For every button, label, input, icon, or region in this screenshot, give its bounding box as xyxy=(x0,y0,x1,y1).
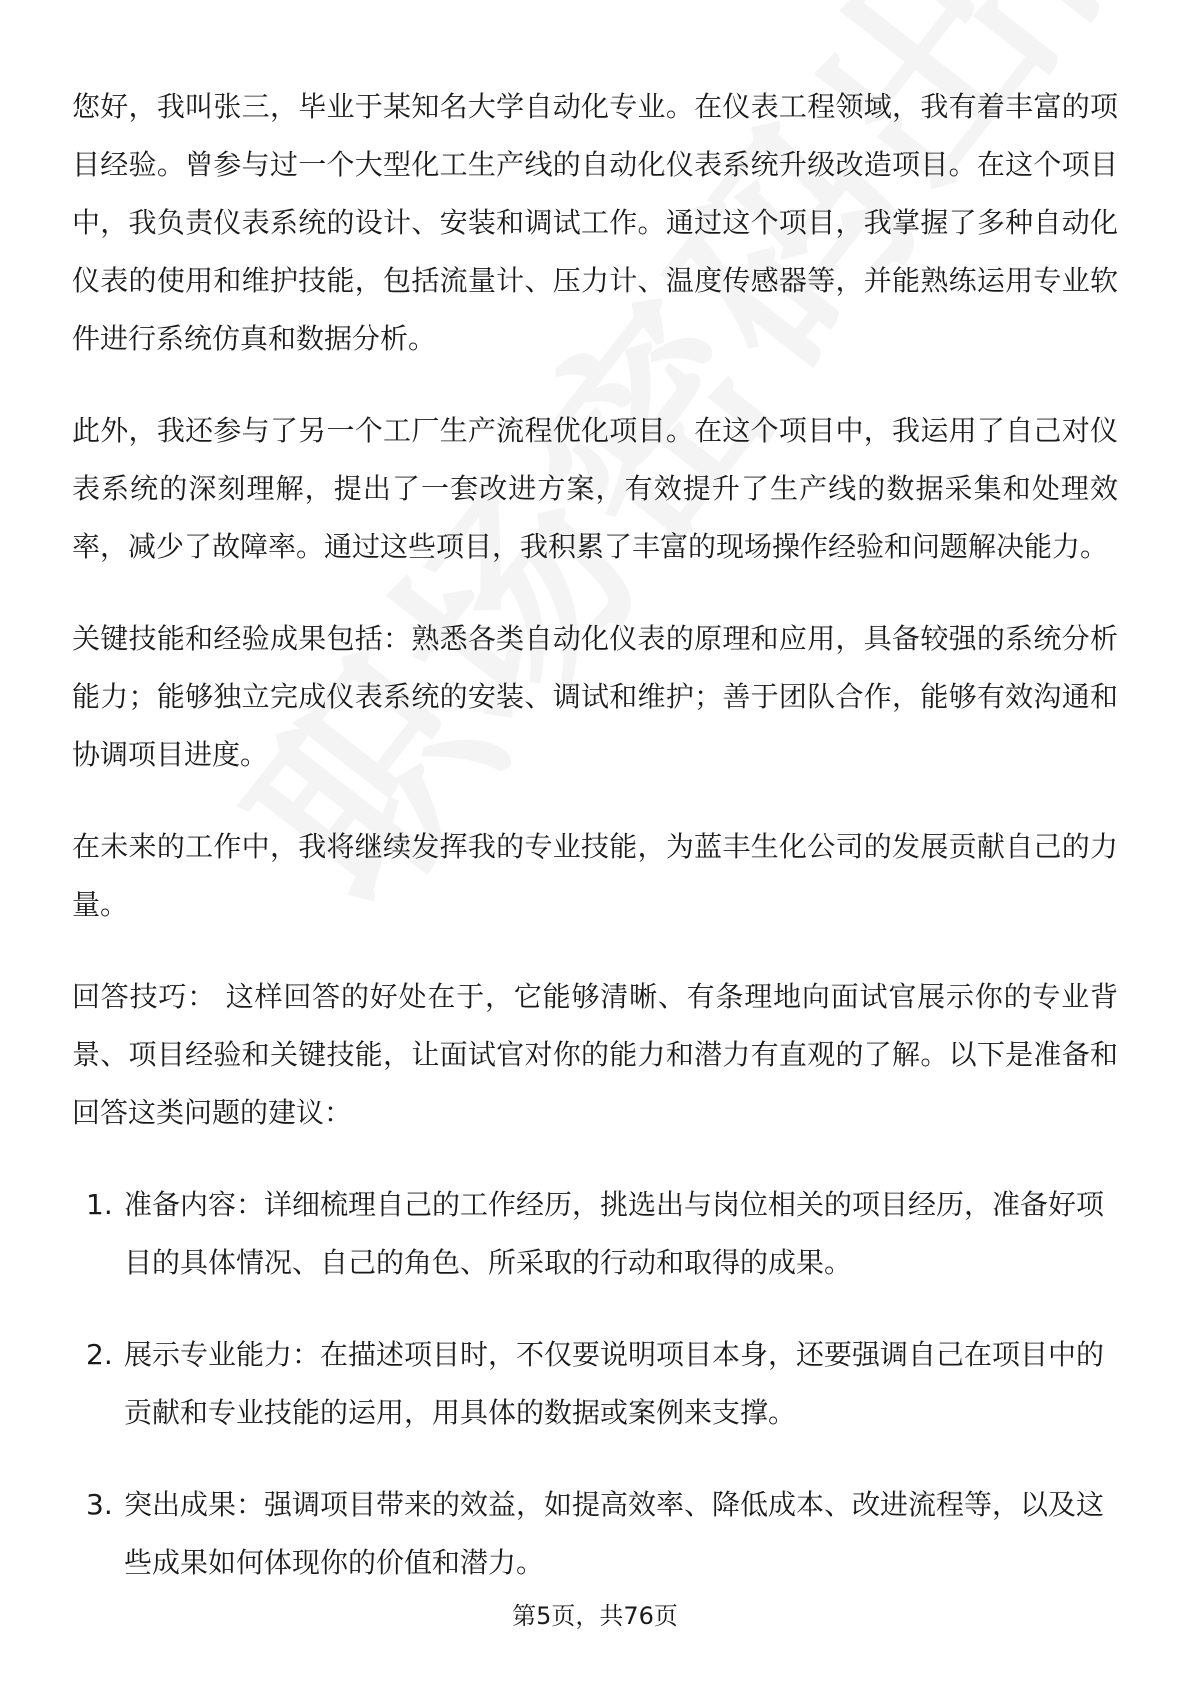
page-footer: 第5页，共76页 xyxy=(512,1602,678,1630)
paragraph-future: 在未来的工作中，我将继续发挥我的专业技能，为蓝丰生化公司的发展贡献自己的力量。 xyxy=(72,830,1118,921)
list-item-text: 突出成果：强调项目带来的效益，如提高效率、降低成本、改进流程等，以及这些成果如何体现你的价值和潜力。 xyxy=(124,1488,1105,1579)
list-item-text: 准备内容：详细梳理自己的工作经历，挑选出与岗位相关的项目经历，准备好项目的具体情况、自己的角色、所采取的行动和取得的成果。 xyxy=(124,1188,1105,1279)
paragraph-answer-tips: 回答技巧： 这样回答的好处在于，它能够清晰、有条理地向面试官展示你的专业背景、项目经验和关键技能，让面试官对你的能力和潜力有直观的了解。以下是准备和回答这类问题的建议： xyxy=(72,980,1118,1129)
paragraph-project-2: 此外，我还参与了另一个工厂生产流程优化项目。在这个项目中，我运用了自己对仪表系统的深刻理解，提出了一套改进方案，有效提升了生产线的数据采集和处理效率，减少了故障率。通过这些项目，我积累了丰富的现场操作经验和问题解决能力。 xyxy=(72,414,1118,563)
list-item xyxy=(72,1476,1118,1592)
list-number: 1. xyxy=(86,1188,113,1221)
list-number: 2. xyxy=(86,1338,113,1371)
document-body xyxy=(72,78,1118,1626)
list-item-text: 展示专业能力：在描述项目时，不仅要说明项目本身，还要强调自己在项目中的贡献和专业技能的运用，用具体的数据或案例来支撑。 xyxy=(124,1338,1105,1429)
list-item xyxy=(72,1176,1118,1292)
advice-list xyxy=(72,1176,1118,1592)
list-number: 3. xyxy=(86,1488,113,1521)
paragraph-key-skills: 关键技能和经验成果包括：熟悉各类自动化仪表的原理和应用，具备较强的系统分析能力；能够独立完成仪表系统的安装、调试和维护；善于团队合作，能够有效沟通和协调项目进度。 xyxy=(72,622,1118,771)
list-item xyxy=(72,1326,1118,1442)
paragraph-intro: 您好，我叫张三，毕业于某知名大学自动化专业。在仪表工程领域，我有着丰富的项目经验。曾参与过一个大型化工生产线的自动化仪表系统升级改造项目。在这个项目中，我负责仪表系统的设计、安装和调试工作。通过这个项目，我掌握了多种自动化仪表的使用和维护技能，包括流量计、压力计、温度传感器等，并能熟练运用专业软件进行系统仿真和数据分析。 xyxy=(72,90,1118,355)
